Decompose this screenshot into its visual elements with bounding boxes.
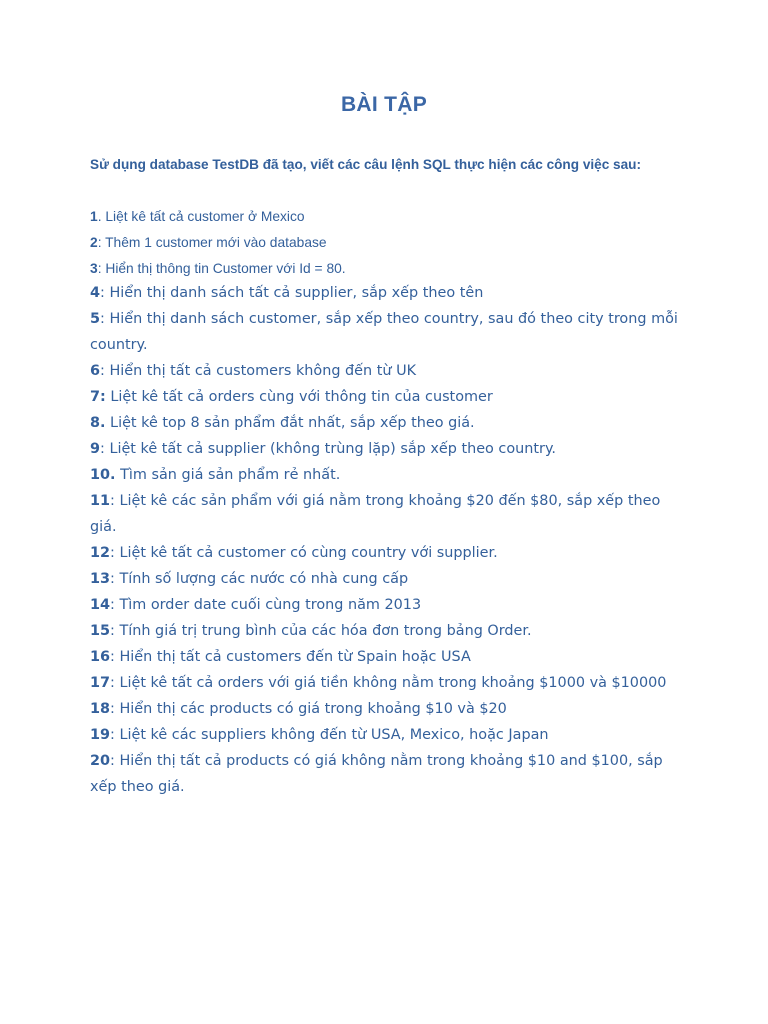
task-number: 20 (90, 753, 111, 769)
task-text: : Tính số lượng các nước có nhà cung cấp (110, 571, 409, 587)
task-item (90, 540, 682, 566)
task-item (90, 306, 682, 358)
task-item (90, 384, 682, 410)
task-number: 10. (90, 467, 116, 483)
task-number: 1 (90, 209, 98, 224)
task-item (90, 358, 682, 384)
task-number: 4 (90, 285, 101, 301)
task-item (90, 748, 682, 800)
task-number: 2 (90, 235, 98, 250)
task-text: : Liệt kê các suppliers không đến từ USA, Mexico, hoặc Japan (110, 727, 549, 743)
task-text: : Hiển thị các products có giá trong khoảng $10 và $20 (110, 701, 507, 717)
task-number: 11 (90, 493, 111, 509)
task-item (90, 204, 682, 230)
task-text: : Tìm order date cuối cùng trong năm 2013 (110, 597, 422, 613)
task-item (90, 722, 682, 748)
task-text: Liệt kê top 8 sản phẩm đắt nhất, sắp xếp theo giá. (105, 415, 475, 431)
task-item (90, 256, 682, 282)
task-item (90, 488, 682, 540)
task-text: Liệt kê tất cả orders cùng với thông tin của customer (105, 389, 493, 405)
task-text: : Hiển thị tất cả customers đến từ Spain hoặc USA (110, 649, 471, 665)
task-number: 6 (90, 363, 101, 379)
task-text: . Liệt kê tất cả customer ở Mexico (97, 209, 305, 224)
task-number: 13 (90, 571, 111, 587)
task-item (90, 592, 682, 618)
task-item (90, 436, 682, 462)
task-item (90, 462, 682, 488)
task-number: 3 (90, 261, 98, 276)
task-number: 7: (90, 389, 106, 405)
task-number: 8. (90, 415, 106, 431)
task-item (90, 644, 682, 670)
task-text: Tìm sản giá sản phẩm rẻ nhất. (115, 467, 341, 483)
task-number: 14 (90, 597, 111, 613)
task-item (90, 230, 682, 256)
task-text: : Hiển thị danh sách customer, sắp xếp theo country, sau đó theo city trong mỗi country. (90, 311, 678, 353)
task-text: : Liệt kê tất cả orders với giá tiền không nằm trong khoảng $1000 và $10000 (110, 675, 667, 691)
task-number: 19 (90, 727, 111, 743)
task-text: : Liệt kê tất cả customer có cùng country với supplier. (110, 545, 498, 561)
task-item (90, 566, 682, 592)
task-text: : Hiển thị tất cả customers không đến từ UK (100, 363, 417, 379)
intro-text: Sử dụng database TestDB đã tạo, viết các câu lệnh SQL thực hiện các công việc sau: (90, 157, 642, 172)
task-number: 16 (90, 649, 111, 665)
task-item (90, 280, 682, 306)
task-text: : Hiển thị tất cả products có giá không nằm trong khoảng $10 and $100, sắp xếp theo giá. (90, 753, 663, 795)
task-number: 18 (90, 701, 111, 717)
task-number: 12 (90, 545, 111, 561)
task-number: 5 (90, 311, 101, 327)
page-title: BÀI TẬP (340, 93, 428, 116)
task-text: : Tính giá trị trung bình của các hóa đơn trong bảng Order. (110, 623, 532, 639)
task-text: : Hiển thị danh sách tất cả supplier, sắp xếp theo tên (100, 285, 484, 301)
task-item (90, 670, 682, 696)
task-item (90, 618, 682, 644)
task-text: : Liệt kê tất cả supplier (không trùng lặp) sắp xếp theo country. (100, 441, 556, 457)
task-number: 15 (90, 623, 111, 639)
task-text: : Thêm 1 customer mới vào database (97, 235, 327, 250)
task-item (90, 410, 682, 436)
task-text: : Hiển thị thông tin Customer với Id = 80. (97, 261, 346, 276)
task-item (90, 696, 682, 722)
task-text: : Liệt kê các sản phẩm với giá nằm trong khoảng $20 đến $80, sắp xếp theo giá. (90, 493, 661, 535)
task-number: 17 (90, 675, 111, 691)
task-number: 9 (90, 441, 101, 457)
